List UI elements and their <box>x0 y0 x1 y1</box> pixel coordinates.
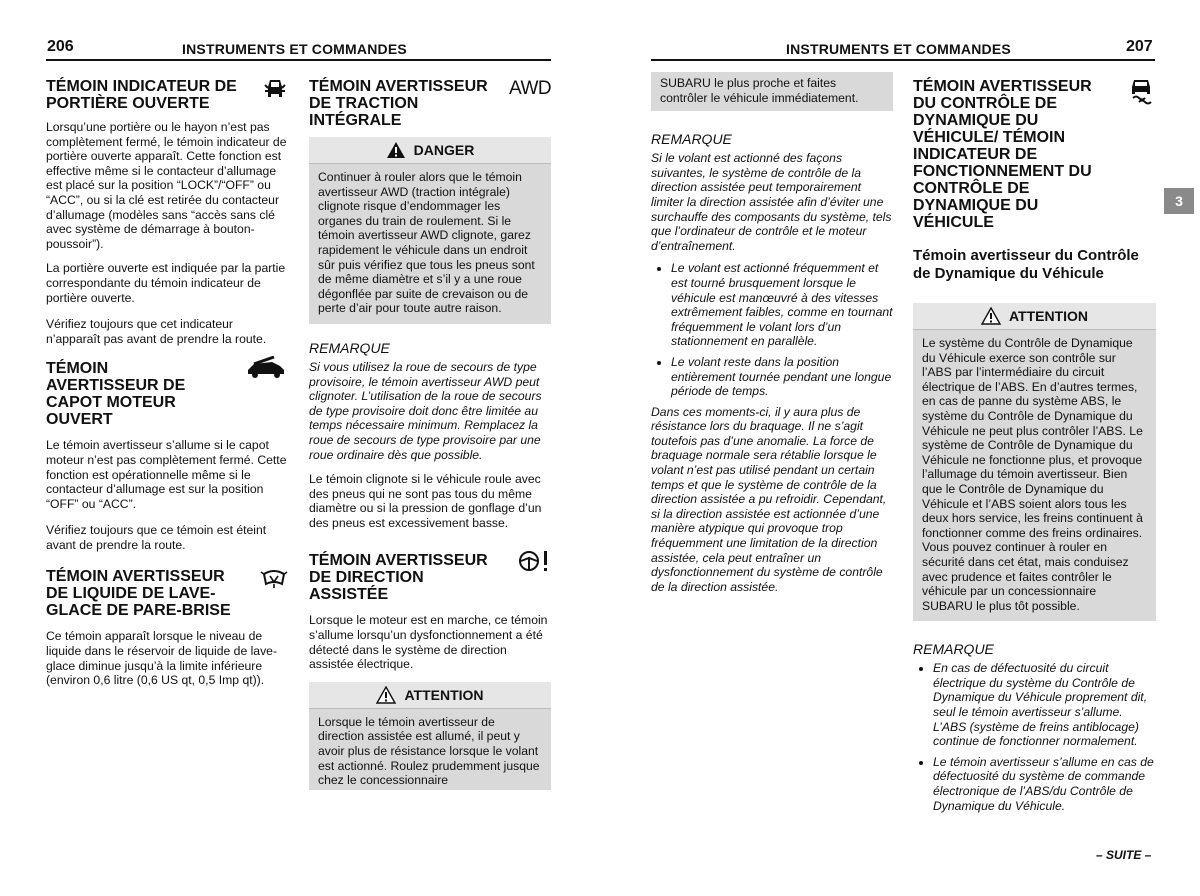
column-2 <box>309 78 551 790</box>
washer-fluid-icon <box>260 566 288 590</box>
eps-remark-bullet-2: • Le volant reste dans la position entièrement tournée pendant une longue période de temps. <box>671 355 893 399</box>
eps-paragraph-1: Lorsque le moteur est en marche, ce témoin s’allume lorsqu’un dysfonctionnement a été détecté dans le système de direction assistée électrique. <box>309 613 548 672</box>
washer-section-title: TÉMOIN AVERTISSEUR DE LIQUIDE DE LAVE-GLACE DE PARE-BRISE <box>46 568 231 620</box>
awd-danger-box <box>309 137 551 324</box>
door-paragraph-3: Vérifiez toujours que cet indicateur n’apparaît pas avant de prendre la route. <box>46 317 267 346</box>
eps-attention-label: ATTENTION <box>404 686 484 703</box>
hood-open-icon <box>244 356 288 380</box>
danger-text: Continuer à rouler alors que le témoin avertisseur AWD (traction intégrale) clignote risque d’endommager les organes du train de roulement. Si le témoin avertisseur AWD clignote, garez rapidement le véhicule dans un endroit sûr puis vérifiez que tous les pneus sont de même diamètre et s’il y a une roue dégonflée par suite de crevaison ou de perte d’air pour toute autre raison. <box>318 170 535 316</box>
eps-section-title: TÉMOIN AVERTISSEUR DE DIRECTION ASSISTÉE <box>309 552 488 604</box>
door-section-title: TÉMOIN INDICATEUR DE PORTIÈRE OUVERTE <box>46 78 237 112</box>
hood-paragraph-1: Le témoin avertisseur s’allume si le capot moteur n’est pas complètement fermé. Cette fonction est opérationnelle même si le contacteur d’allumage est sur la position “OFF” ou “ACC”. <box>46 438 287 511</box>
washer-paragraph-1: Ce témoin apparaît lorsque le niveau de liquide dans le réservoir de liquide de lave-glace diminue jusqu’à la limite inférieure (environ 0,6 litre (0,6 US qt, 0,5 Imp qt)). <box>46 629 278 688</box>
right-page-number: 207 <box>1126 38 1153 55</box>
awd-paragraph-1: Le témoin clignote si le véhicule roule avec des pneus qui ne sont pas tous du même diamètre ou si la pression de gonflage d’un des pneus est excessivement basse. <box>309 472 542 530</box>
column-1 <box>46 78 289 698</box>
hood-section-title: TÉMOIN AVERTISSEUR DE CAPOT MOTEUR OUVERT <box>46 360 186 429</box>
vdc-attention-text: Le système du Contrôle de Dynamique du Véhicule exerce son contrôle sur l’ABS par l’intermédiaire du circuit électrique de l’ABS. En d’autres termes, en cas de panne du système ABS, le système du Contrôle de Dynamique du Véhicule ne peut plus contrôler l’ABS. Le système de Contrôle de Dynamique du Véhicule ne fonctionne plus, et provoque l’allumage du témoin avertisseur. Bien que le Contrôle de Dynamique du Véhicule et l’ABS soient alors tous les deux hors service, les freins continuent à fonctionner comme des freins ordinaires. Vous pouvez continuer à rouler en sécurité dans cet état, mais conduisez avec prudence et faites contrôler le véhicule par un concessionnaire SUBARU le plus tôt possible. <box>922 336 1143 613</box>
awd-remark-text: Si vous utilisez la roue de secours de type provisoire, le témoin avertisseur AWD peut clignoter. L’utilisation de la roue de secours de type provisoire doit donc être limitée au temps nécessaire minimum. Remplacez la roue de secours de type provisoire par une roue ordinaire dès que possible. <box>309 359 542 462</box>
door-paragraph-2: La portière ouverte est indiquée par la partie correspondante du témoin indicateur de portière ouverte. <box>46 261 286 305</box>
vdc-remark-label: REMARQUE <box>913 641 994 658</box>
door-paragraph-1: Lorsqu’une portière ou le hayon n’est pas complètement fermé, le témoin indicateur de portière ouverte apparaît. Cette fonction est effective même si le contacteur d’allumage est placé sur la position “LOCK”/“OFF” ou “ACC”, ou si la clé est retirée du contacteur d’allumage (modèles sans “accès sans clé avec système de démarrage à bouton-poussoir”). <box>46 120 287 251</box>
danger-label: DANGER <box>413 142 475 158</box>
power-steering-icon <box>517 548 551 574</box>
left-page-number: 206 <box>47 38 74 55</box>
awd-remark-label: REMARQUE <box>309 339 390 356</box>
column-3 <box>651 72 893 594</box>
eps-remark-bullet-1: • Le volant est actionné fréquemment et est tourné brusquement lorsque le véhicule est manœuvré à des vitesses extrêmement faibles, comme en tournant fréquemment le volant lors d’un stationnement en parallèle. <box>671 261 893 349</box>
vehicle-dynamics-icon <box>1127 76 1155 106</box>
eps-remark-label: REMARQUE <box>651 131 732 148</box>
vdc-attention-header <box>913 303 1156 330</box>
attention-box-continued: SUBARU le plus proche et faites contrôler le véhicule immédiatement. <box>651 72 893 111</box>
vdc-section-title: TÉMOIN AVERTISSEUR DU CONTRÔLE DE DYNAMIQUE DU VÉHICULE/ TÉMOIN INDICATEUR DE FONCTIONNEMENT DU CONTRÔLE DE DYNAMIQUE DU VÉHICULE <box>913 78 1092 231</box>
column-4 <box>913 78 1156 819</box>
left-header-rule <box>46 59 551 61</box>
chapter-tab: 3 <box>1164 188 1194 214</box>
eps-attention-header <box>309 682 551 709</box>
eps-remark-intro: Si le volant est actionné des façons suivantes, le système de contrôle de la direction assistée peut temporairement limiter la direction assistée afin d’éviter une surchauffe des composants du système, tels que l’ordinateur de contrôle et le moteur d’entraînement. <box>651 151 892 253</box>
door-open-icon <box>262 75 288 101</box>
vdc-subtitle: Témoin avertisseur du Contrôle de Dynamique du Véhicule <box>913 247 1139 282</box>
vdc-remark-bullet-2: • Le témoin avertisseur s’allume en cas de défectuosité du système de commande électronique de l’ABS/du Contrôle de Dynamique du Véhicule. <box>933 755 1156 813</box>
awd-icon: AWD <box>509 78 552 99</box>
hood-paragraph-2: Vérifiez toujours que ce témoin est éteint avant de prendre la route. <box>46 523 267 552</box>
caution-triangle-icon <box>376 686 396 704</box>
vdc-attention-box <box>913 303 1156 621</box>
vdc-remark-bullet-1: • En cas de défectuosité du circuit électrique du système du Contrôle de Dynamique du Véhicule proprement dit, seul le témoin avertisseur s’allume. L’ABS (système de freins antiblocage) continue de fonctionner normalement. <box>933 661 1156 749</box>
eps-attention-text: Lorsque le témoin avertisseur de direction assistée est allumé, il peut y avoir plus de résistance lorsque le volant est actionné. Roulez prudemment jusque chez le concessionnaire <box>318 714 540 788</box>
warning-triangle-icon <box>386 141 406 159</box>
eps-attention-box <box>309 682 551 790</box>
right-header-rule <box>651 59 1155 61</box>
left-section-title: INSTRUMENTS ET COMMANDES <box>182 41 407 57</box>
caution-triangle-icon <box>981 307 1001 325</box>
danger-header <box>309 137 551 164</box>
eps-remark-outro: Dans ces moments-ci, il y aura plus de résistance lors du braquage. Il ne s’agit toutefois pas d’une anomalie. La force de braquage normale sera rétablie lorsque le volant n’est pas utilisé pendant un certain temps et que le système de contrôle de la direction assistée a pu refroidir. Cependant, si la direction assistée est actionnée d’une manière atypique qui provoque trop fréquemment une limitation de la direction assistée, cela peut entraîner un dysfonctionnement du système de contrôle de la direction assistée. <box>651 404 887 594</box>
vdc-attention-label: ATTENTION <box>1008 308 1089 324</box>
right-section-title: INSTRUMENTS ET COMMANDES <box>786 41 1011 57</box>
continued-marker: – SUITE – <box>1096 848 1152 862</box>
awd-section-title: TÉMOIN AVERTISSEUR DE TRACTION INTÉGRALE <box>309 78 488 129</box>
